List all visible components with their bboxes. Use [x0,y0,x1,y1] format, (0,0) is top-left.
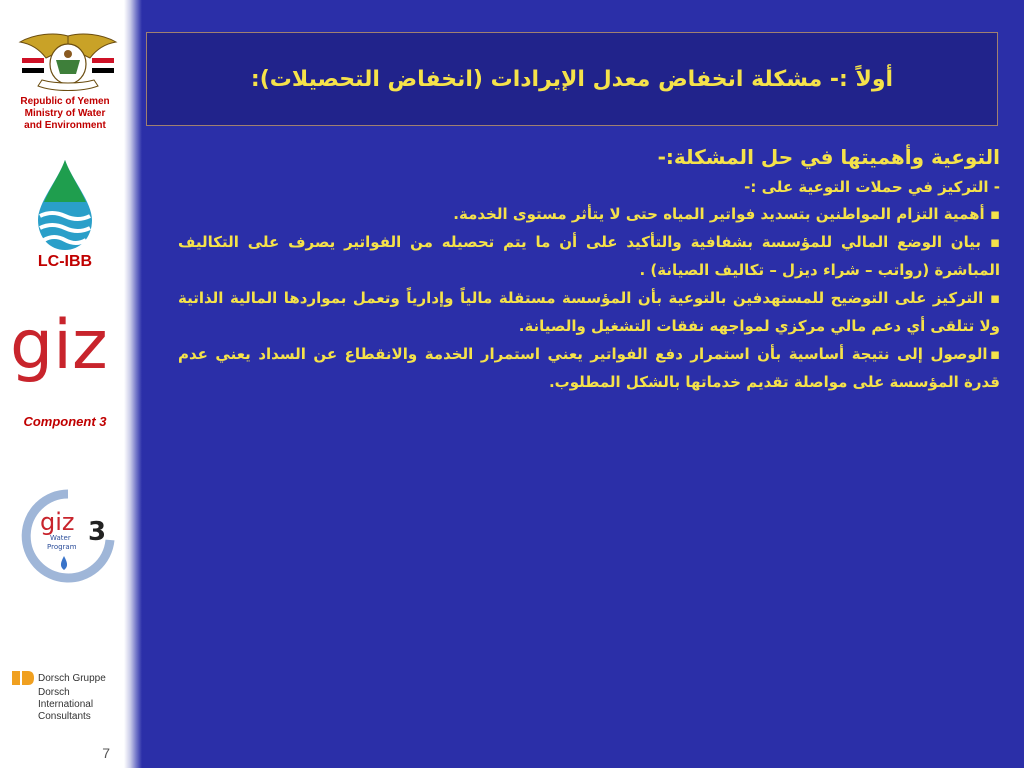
giz-water-number: 3 [88,517,107,547]
bullet-item: ▪الوصول إلى نتيجة أساسية بأن استمرار دفع الفواتير يعني استمرار الخدمة والانقطاع عن السداد يعني عدم قدرة المؤسسة على مواصلة تقديم خدماتها بالشكل المطلوب. [178,345,1000,391]
sidebar [0,0,135,768]
yemen-eagle-emblem-icon [16,28,120,96]
dorsch-line3: International [38,699,94,710]
slide-title: أولاً :- مشكلة انخفاض معدل الإيرادات (انخفاض التحصيلات): [250,67,894,92]
giz-logo-icon [8,306,126,398]
bullet-item: ▪ أهمية التزام المواطنين بتسديد فواتير المياه حتى لا يتأثر مستوى الخدمة. [453,205,1000,223]
org-name-line2: Ministry of Water [24,108,106,119]
org-name-line1: Republic of Yemen [20,96,110,107]
dorsch-line4: Consultants [38,711,91,722]
sub-heading: - التركيز في حملات التوعية على :- [744,178,1000,196]
dorsch-line1: Dorsch Gruppe [38,673,106,684]
bullet-item: ▪ بيان الوضع المالي للمؤسسة بشفافية والتأكيد على أن ما يتم تحصيله من الفواتير يصرف على التكاليف المباشرة (رواتب – شراء ديزل – تكاليف الصيانة) . [178,233,1000,279]
dorsch-gruppe-logo-icon [10,665,130,729]
giz-logo-text: giz [10,306,108,385]
slide-content [178,140,1000,396]
giz-water-line1: Water [50,534,71,542]
giz-water-text: giz [40,508,75,536]
bullet-item: ▪ التركيز على التوضيح للمستهدفين بالتوعية بأن المؤسسة مستقلة مالياً وإدارياً وتعمل بمواردها المالية الذاتية ولا تتلقى أي دعم مالي مركزي لمواجهه نفقات التشغيل والصيانة. [178,289,1000,335]
section-heading: التوعية وأهميتها في حل المشكلة:- [657,145,1000,169]
title-box [146,32,998,126]
dorsch-line2: Dorsch [38,687,70,698]
lc-ibb-label: LC-IBB [37,253,93,270]
giz-water-line2: Program [47,543,77,551]
water-drop-logo-icon [34,158,96,252]
slide-number: 7 [102,745,110,761]
sidebar-edge [124,0,142,768]
component-label: Component 3 [23,414,107,429]
org-name-line3: and Environment [24,120,106,131]
giz-water-program-logo-icon [20,488,116,584]
